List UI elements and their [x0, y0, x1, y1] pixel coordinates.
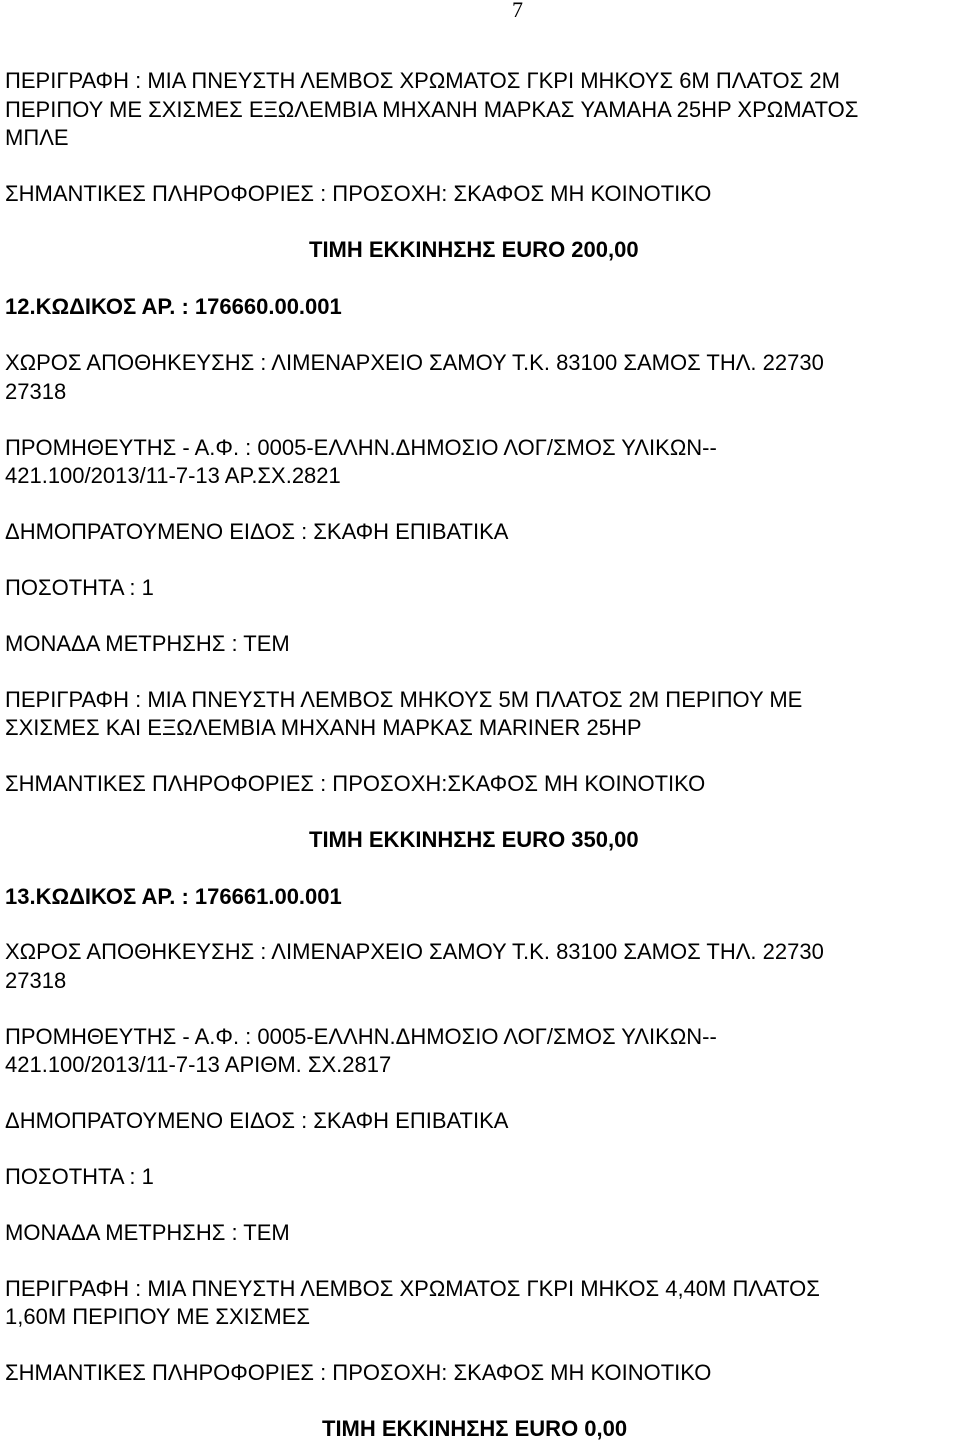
description-line-3: ΜΠΛΕ: [5, 125, 69, 150]
description-line-1: ΠΕΡΙΓΡΑΦΗ : ΜΙΑ ΠΝΕΥΣΤΗ ΛΕΜΒΟΣ ΧΡΩΜΑΤΟΣ ΓΚΡΙ ΜΗΚΟΣ 4,40Μ ΠΛΑΤΟΣ: [5, 1276, 820, 1301]
item-code: 12.ΚΩΔΙΚΟΣ ΑΡ. : 176660.00.001: [5, 294, 342, 319]
description-line-1: ΠΕΡΙΓΡΑΦΗ : ΜΙΑ ΠΝΕΥΣΤΗ ΛΕΜΒΟΣ ΧΡΩΜΑΤΟΣ ΓΚΡΙ ΜΗΚΟΥΣ 6Μ ΠΛΑΤΟΣ 2Μ: [5, 68, 840, 93]
important-info: ΣΗΜΑΝΤΙΚΕΣ ΠΛΗΡΟΦΟΡΙΕΣ : ΠΡΟΣΟΧΗ:ΣΚΑΦΟΣ ΜΗ ΚΟΙΝΟΤΙΚΟ: [5, 771, 706, 796]
supplier-cont: 421.100/2013/11-7-13 ΑΡ.ΣΧ.2821: [5, 463, 341, 488]
auction-item-type: ΔΗΜΟΠΡΑΤΟΥΜΕΝΟ ΕΙΔΟΣ : ΣΚΑΦΗ ΕΠΙΒΑΤΙΚΑ: [5, 1108, 509, 1133]
starting-price: ΤΙΜΗ ΕΚΚΙΝΗΣΗΣ EURO 350,00: [309, 827, 639, 852]
auction-item-type: ΔΗΜΟΠΡΑΤΟΥΜΕΝΟ ΕΙΔΟΣ : ΣΚΑΦΗ ΕΠΙΒΑΤΙΚΑ: [5, 519, 509, 544]
important-info: ΣΗΜΑΝΤΙΚΕΣ ΠΛΗΡΟΦΟΡΙΕΣ : ΠΡΟΣΟΧΗ: ΣΚΑΦΟΣ ΜΗ ΚΟΙΝΟΤΙΚΟ: [5, 181, 712, 206]
starting-price: ΤΙΜΗ ΕΚΚΙΝΗΣΗΣ EURO 200,00: [309, 237, 639, 262]
unit-of-measure: ΜΟΝΑΔΑ ΜΕΤΡΗΣΗΣ : ΤΕΜ: [5, 1220, 290, 1245]
storage-location: ΧΩΡΟΣ ΑΠΟΘΗΚΕΥΣΗΣ : ΛΙΜΕΝΑΡΧΕΙΟ ΣΑΜΟΥ Τ.Κ. 83100 ΣΑΜΟΣ ΤΗΛ. 22730: [5, 939, 824, 964]
description-line-2: ΠΕΡΙΠΟΥ ΜΕ ΣΧΙΣΜΕΣ ΕΞΩΛΕΜΒΙΑ ΜΗΧΑΝΗ ΜΑΡΚΑΣ YAMAHA 25HP ΧΡΩΜΑΤΟΣ: [5, 97, 859, 122]
item-code: 13.ΚΩΔΙΚΟΣ ΑΡ. : 176661.00.001: [5, 884, 342, 909]
storage-location-cont: 27318: [5, 968, 67, 993]
supplier-cont: 421.100/2013/11-7-13 ΑΡΙΘΜ. ΣΧ.2817: [5, 1052, 392, 1077]
important-info: ΣΗΜΑΝΤΙΚΕΣ ΠΛΗΡΟΦΟΡΙΕΣ : ΠΡΟΣΟΧΗ: ΣΚΑΦΟΣ ΜΗ ΚΟΙΝΟΤΙΚΟ: [5, 1360, 712, 1385]
description-line-2: ΣΧΙΣΜΕΣ ΚΑΙ ΕΞΩΛΕΜΒΙΑ ΜΗΧΑΝΗ ΜΑΡΚΑΣ MARINER 25HP: [5, 715, 642, 740]
starting-price: ΤΙΜΗ ΕΚΚΙΝΗΣΗΣ EURO 0,00: [322, 1416, 628, 1441]
storage-location: ΧΩΡΟΣ ΑΠΟΘΗΚΕΥΣΗΣ : ΛΙΜΕΝΑΡΧΕΙΟ ΣΑΜΟΥ Τ.Κ. 83100 ΣΑΜΟΣ ΤΗΛ. 22730: [5, 350, 824, 375]
supplier: ΠΡΟΜΗΘΕΥΤΗΣ - Α.Φ. : 0005-ΕΛΛΗΝ.ΔΗΜΟΣΙΟ ΛΟΓ/ΣΜΟΣ ΥΛΙΚΩΝ--: [5, 435, 717, 460]
storage-location-cont: 27318: [5, 379, 67, 404]
description-line-1: ΠΕΡΙΓΡΑΦΗ : ΜΙΑ ΠΝΕΥΣΤΗ ΛΕΜΒΟΣ ΜΗΚΟΥΣ 5Μ ΠΛΑΤΟΣ 2Μ ΠΕΡΙΠΟΥ ΜΕ: [5, 687, 803, 712]
unit-of-measure: ΜΟΝΑΔΑ ΜΕΤΡΗΣΗΣ : ΤΕΜ: [5, 631, 290, 656]
page-number: 7: [512, 0, 523, 22]
description-line-2: 1,60Μ ΠΕΡΙΠΟΥ ΜΕ ΣΧΙΣΜΕΣ: [5, 1304, 310, 1329]
quantity: ΠΟΣΟΤΗΤΑ : 1: [5, 1164, 154, 1189]
quantity: ΠΟΣΟΤΗΤΑ : 1: [5, 575, 154, 600]
supplier: ΠΡΟΜΗΘΕΥΤΗΣ - Α.Φ. : 0005-ΕΛΛΗΝ.ΔΗΜΟΣΙΟ ΛΟΓ/ΣΜΟΣ ΥΛΙΚΩΝ--: [5, 1024, 717, 1049]
